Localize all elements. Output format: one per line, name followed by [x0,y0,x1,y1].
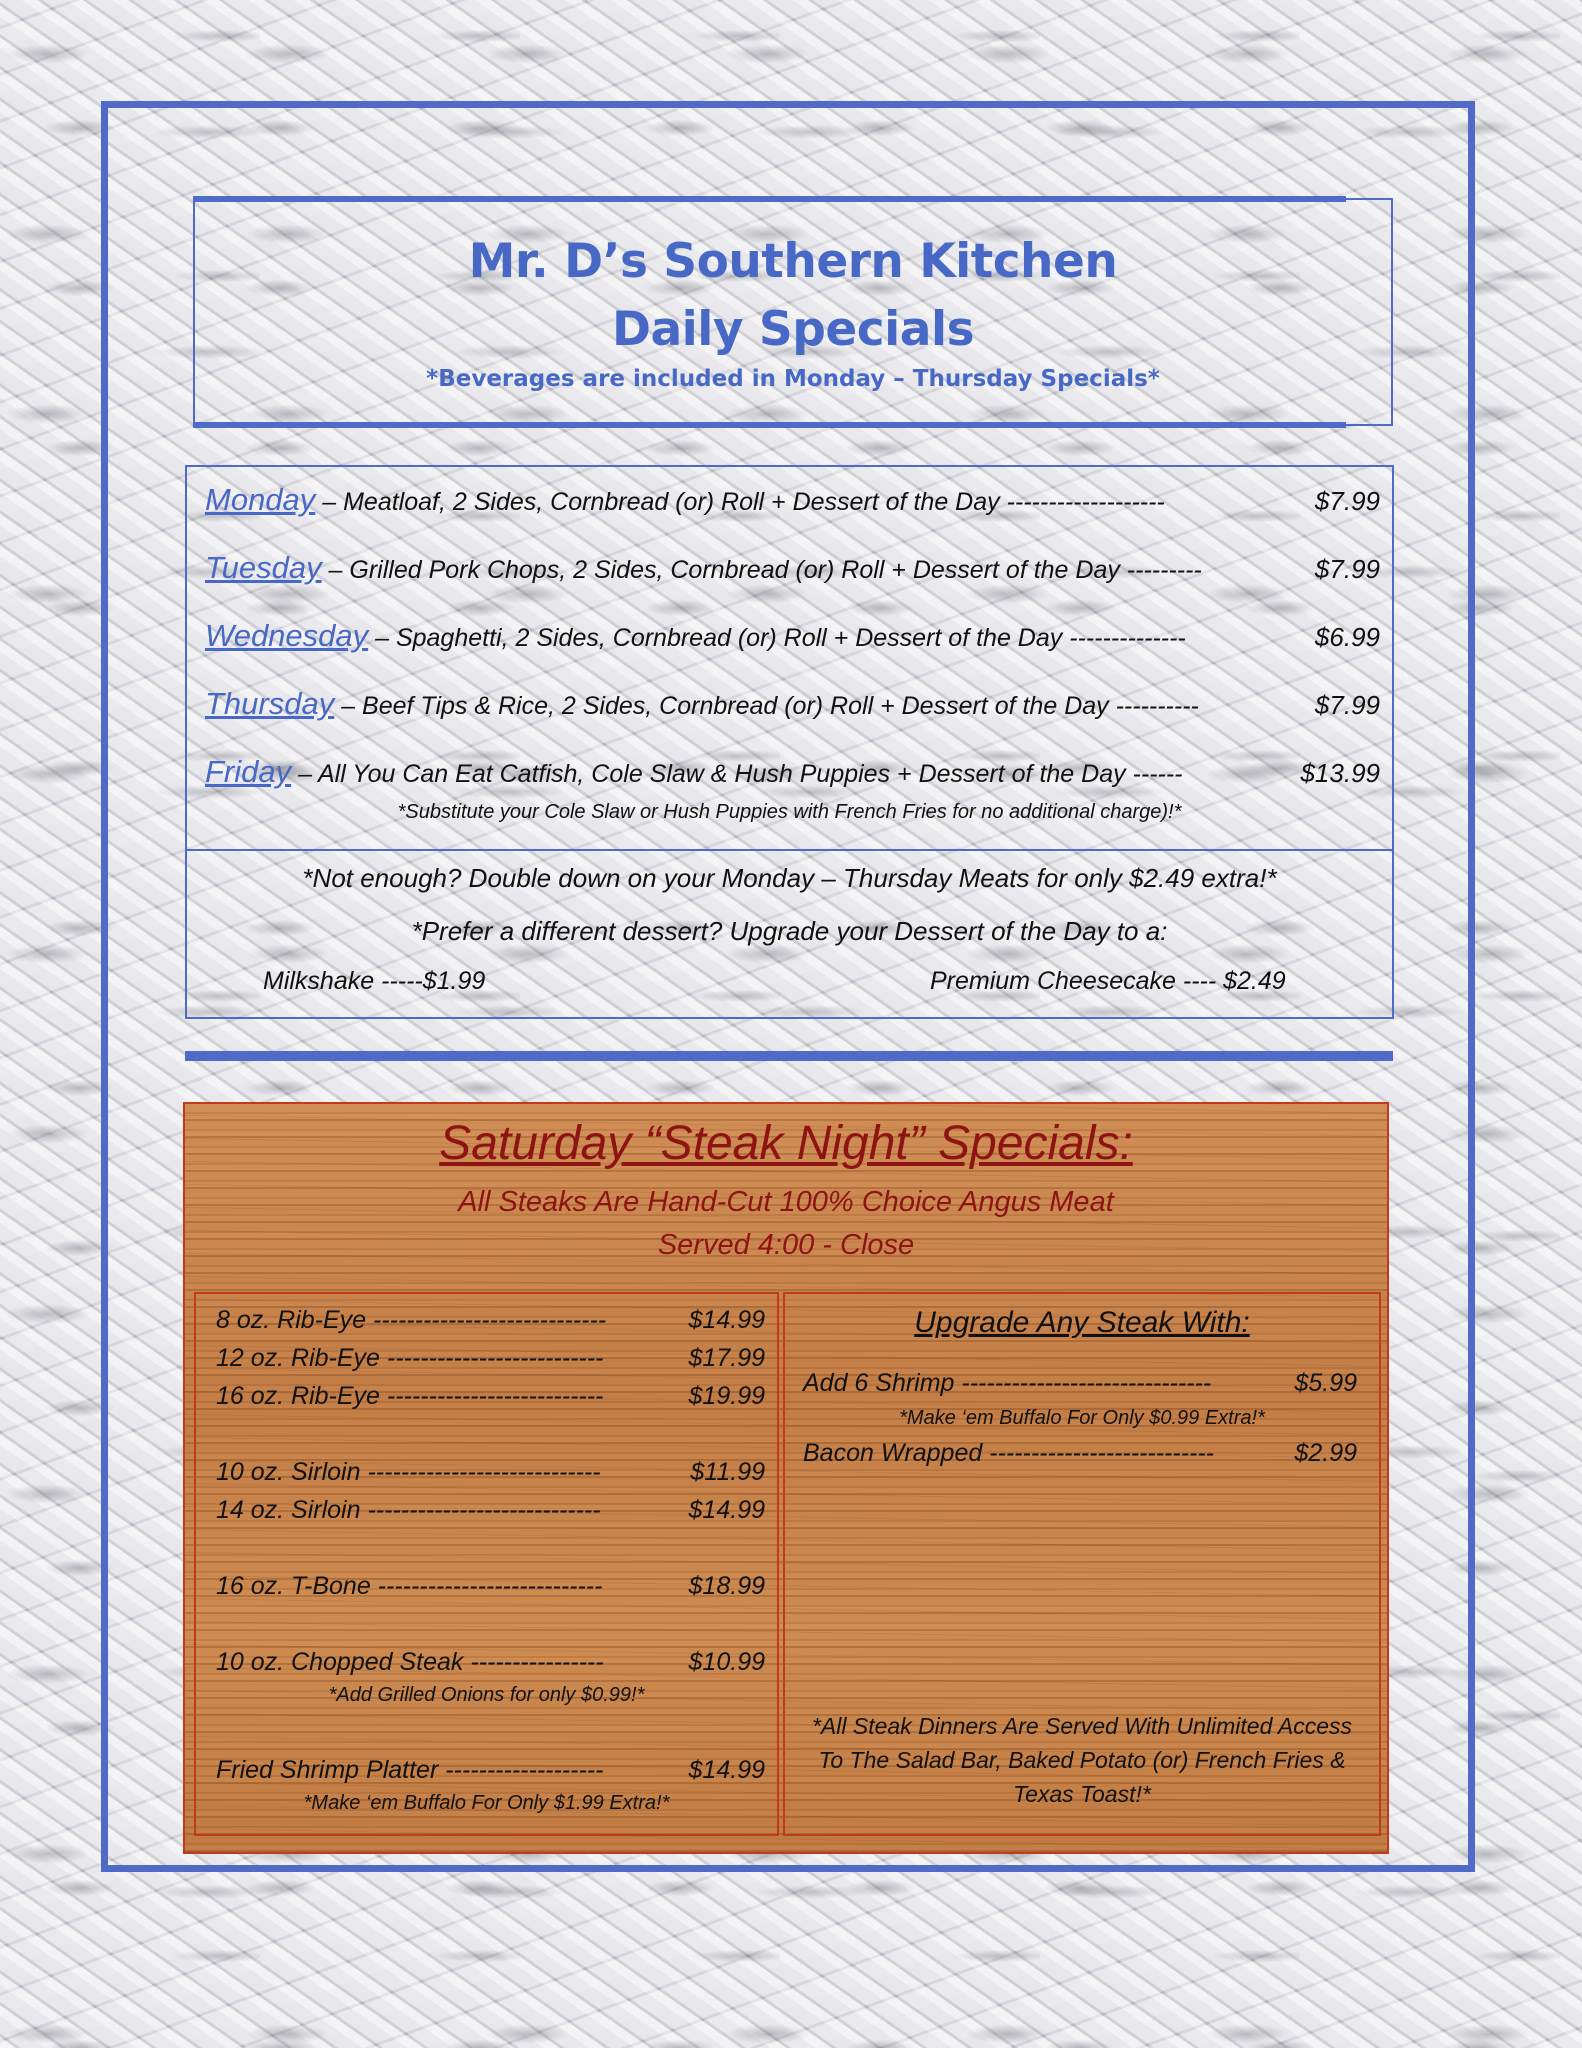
steak-price: $17.99 [688,1344,765,1372]
saturday-specials-box [183,1102,1389,1854]
steak-list-box [194,1292,779,1836]
section-divider [187,849,1392,851]
steak-price: $18.99 [688,1572,765,1600]
upgrade-box [783,1292,1381,1836]
special-price: $7.99 [1314,690,1380,720]
header-top-bar [193,196,1346,202]
steak-item [216,1572,765,1601]
cheesecake-upgrade: Premium Cheesecake ---- $2.49 [930,967,1286,995]
special-price: $6.99 [1314,622,1380,652]
steak-item [216,1344,765,1373]
steak-price: $11.99 [690,1458,765,1486]
steak-name: 12 oz. Rib-Eye -------------------------- [216,1344,604,1372]
steak-name: 10 oz. Chopped Steak ---------------- [216,1648,604,1676]
special-description: – Grilled Pork Chops, 2 Sides, Cornbread (or) Roll + Dessert of the Day --------- [321,556,1202,584]
upgrade-item-shrimp [803,1369,1357,1398]
steak-item [216,1496,765,1525]
special-thursday [205,686,1380,736]
header-bottom-bar [193,422,1346,428]
steak-price: $14.99 [688,1306,765,1334]
restaurant-name: Mr. D’s Southern Kitchen [468,234,1118,289]
upgrade-price: $5.99 [1294,1369,1357,1397]
special-friday [205,754,1380,804]
steak-name: 14 oz. Sirloin ---------------------------- [216,1496,601,1524]
buffalo-shrimp-note: *Make ‘em Buffalo For Only $0.99 Extra!* [899,1407,1265,1429]
saturday-title: Saturday “Steak Night” Specials: [439,1117,1133,1170]
special-tuesday [205,550,1380,600]
special-price: $7.99 [1314,554,1380,584]
special-price: $7.99 [1314,486,1380,516]
special-wednesday [205,618,1380,668]
steak-price: $14.99 [688,1756,765,1784]
steak-name: 8 oz. Rib-Eye ---------------------------- [216,1306,607,1334]
steak-dinner-footnote: *All Steak Dinners Are Served With Unlimited Access To The Salad Bar, Baked Potato (or) French Fries & Texas Toast!* [811,1713,1353,1807]
shrimp-platter-note: *Make ‘em Buffalo For Only $1.99 Extra!* [303,1792,670,1814]
day-label: Tuesday [205,550,322,585]
grilled-onions-note: *Add Grilled Onions for only $0.99!* [328,1684,645,1706]
steak-item [216,1382,765,1411]
steak-item [216,1458,765,1487]
steak-item [216,1306,765,1335]
steak-price: $14.99 [688,1496,765,1524]
upgrade-price: $2.99 [1294,1439,1357,1467]
milkshake-upgrade: Milkshake -----$1.99 [263,967,486,995]
special-description: – Beef Tips & Rice, 2 Sides, Cornbread (or) Roll + Dessert of the Day ---------- [334,692,1199,720]
double-down-note: *Not enough? Double down on your Monday – Thursday Meats for only $2.49 extra!* [302,863,1277,893]
special-monday [205,482,1380,532]
upgrade-name: Add 6 Shrimp ------------------------------ [803,1369,1212,1397]
day-label: Thursday [205,686,335,721]
beverage-note: *Beverages are included in Monday – Thursday Specials* [426,366,1160,392]
steak-price: $10.99 [688,1648,765,1676]
steak-item [216,1756,765,1785]
day-label: Monday [205,482,316,517]
saturday-hours: Served 4:00 - Close [657,1229,915,1261]
upgrade-item-bacon [803,1439,1357,1468]
weekday-specials-box [185,465,1394,1019]
day-label: Friday [205,754,292,789]
header-box [193,198,1393,426]
upgrade-name: Bacon Wrapped --------------------------- [803,1439,1214,1467]
upgrade-title: Upgrade Any Steak With: [914,1306,1250,1339]
steak-name: 10 oz. Sirloin ---------------------------- [216,1458,601,1486]
saturday-subtitle: All Steaks Are Hand-Cut 100% Choice Angus Meat [458,1186,1114,1218]
steak-name: 16 oz. T-Bone --------------------------- [216,1572,603,1600]
steak-price: $19.99 [688,1382,765,1410]
special-description: – Meatloaf, 2 Sides, Cornbread (or) Roll + Dessert of the Day ------------------- [315,488,1165,516]
blue-separator-bar [185,1051,1393,1061]
steak-name: Fried Shrimp Platter ------------------- [216,1756,604,1784]
friday-substitution-note: *Substitute your Cole Slaw or Hush Puppies with French Fries for no additional charge)!* [397,801,1182,823]
special-price: $13.99 [1300,758,1380,788]
day-label: Wednesday [205,618,369,653]
steak-item [216,1648,765,1677]
dessert-upgrade-note: *Prefer a different dessert? Upgrade your Dessert of the Day to a: [411,916,1168,946]
page-title: Daily Specials [611,302,975,357]
steak-name: 16 oz. Rib-Eye -------------------------- [216,1382,604,1410]
special-description: – Spaghetti, 2 Sides, Cornbread (or) Roll + Dessert of the Day -------------- [368,624,1186,652]
special-description: – All You Can Eat Catfish, Cole Slaw & Hush Puppies + Dessert of the Day ------ [291,760,1183,788]
